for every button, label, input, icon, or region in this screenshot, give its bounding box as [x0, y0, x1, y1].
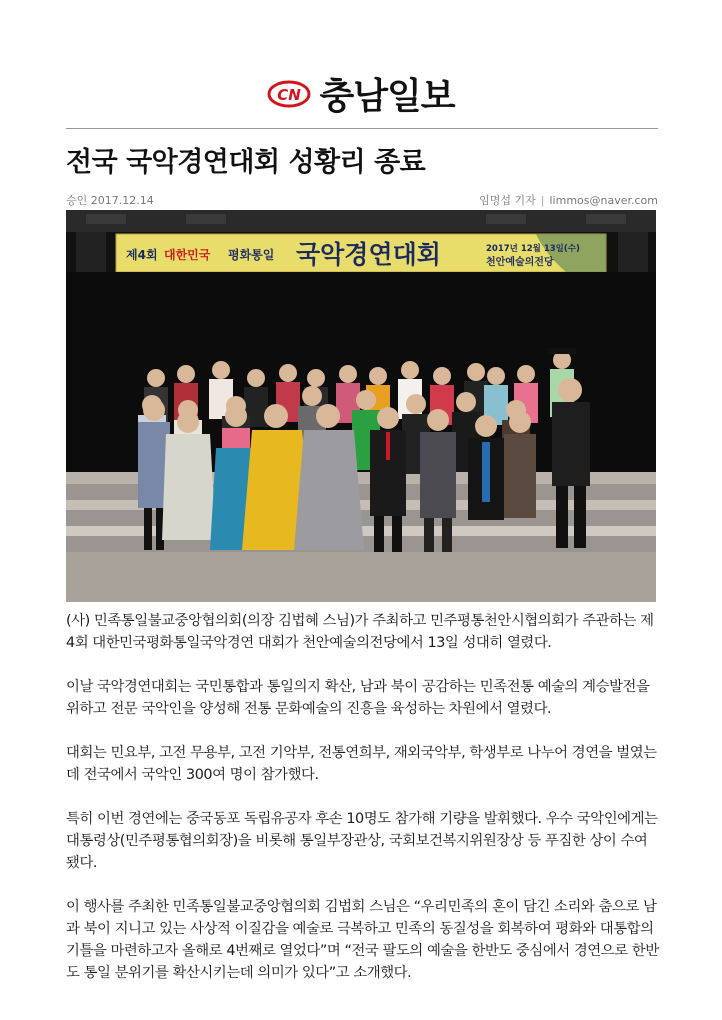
banner-venue: 천안예술의전당 [486, 257, 554, 268]
reporter-name: 임명섭 기자 [479, 194, 536, 207]
article-paragraph: 대회는 민요부, 고전 무용부, 고전 기악부, 전통연희부, 재외국악부, 학생부로 나누어 경연을 벌였는데 전국에서 국악인 300여 명이 참가했다. [66, 745, 657, 783]
banner-edition: 제4회 [126, 248, 158, 262]
header-divider [66, 128, 658, 129]
article-body [66, 610, 660, 1006]
reporter-email[interactable]: limmos@naver.com [549, 194, 658, 207]
approval-date: 승인 2017.12.14 [66, 194, 154, 207]
byline-separator: | [540, 194, 545, 207]
banner-theme: 평화통일 [228, 248, 275, 262]
article-paragraph: 이날 국악경연대회는 국민통합과 통일의지 확산, 남과 북이 공감하는 민족전통 예술의 계승발전을 위하고 전문 국악인을 양성해 전통 문화예술의 진흥을 육성하는 차원에서 열렸다. [66, 679, 650, 717]
group-photo-illustration [66, 210, 656, 602]
newspaper-logo[interactable] [267, 68, 454, 119]
logo-mark-text: CN [277, 85, 302, 104]
masthead [0, 68, 722, 118]
article-paragraph: (사) 민족통일불교중앙협의회(의장 김법혜 스님)가 주최하고 민주평통천안시협의회가 주관하는 제4회 대한민국평화통일국악경연 대회가 천안예술의전당에서 13일 성대히 열렸다. [66, 613, 654, 651]
article-photo [66, 210, 656, 602]
banner-title: 국악경연대회 [296, 240, 441, 269]
cn-logo-icon [267, 79, 311, 109]
banner-country: 대한민국 [164, 248, 211, 262]
article-title: 전국 국악경연대회 성황리 종료 [66, 147, 426, 178]
logo-wordmark: 충남일보 [319, 76, 455, 117]
banner-date: 2017년 12월 13일(수) [486, 244, 580, 254]
byline [479, 192, 658, 208]
article-paragraph: 특히 이번 경연에는 중국동포 독립유공자 후손 10명도 참가해 기량을 발휘했다. 우수 국악인에게는 대통령상(민주평통협의회장)을 비롯해 통일부장관상, 국회보건복지위원장상 등 푸짐한 상이 수여됐다. [66, 811, 658, 871]
article-meta [66, 192, 658, 208]
article-paragraph: 이 행사를 주최한 민족통일불교중앙협의회 김법회 스님은 “우리민족의 혼이 담긴 소리와 춤으로 남과 북이 지니고 있는 사상적 이질감을 예술로 극복하고 민족의 동질성을 회복하여 평화와 대통합의 기틀을 마련하고자 올해로 4번째로 열었다”며 “전국 팔도의 예술을 한반도 중심에서 경연으로 한반도 통일 분위기를 확산시키는데 의미가 있다”고 소개했다. [66, 899, 659, 981]
